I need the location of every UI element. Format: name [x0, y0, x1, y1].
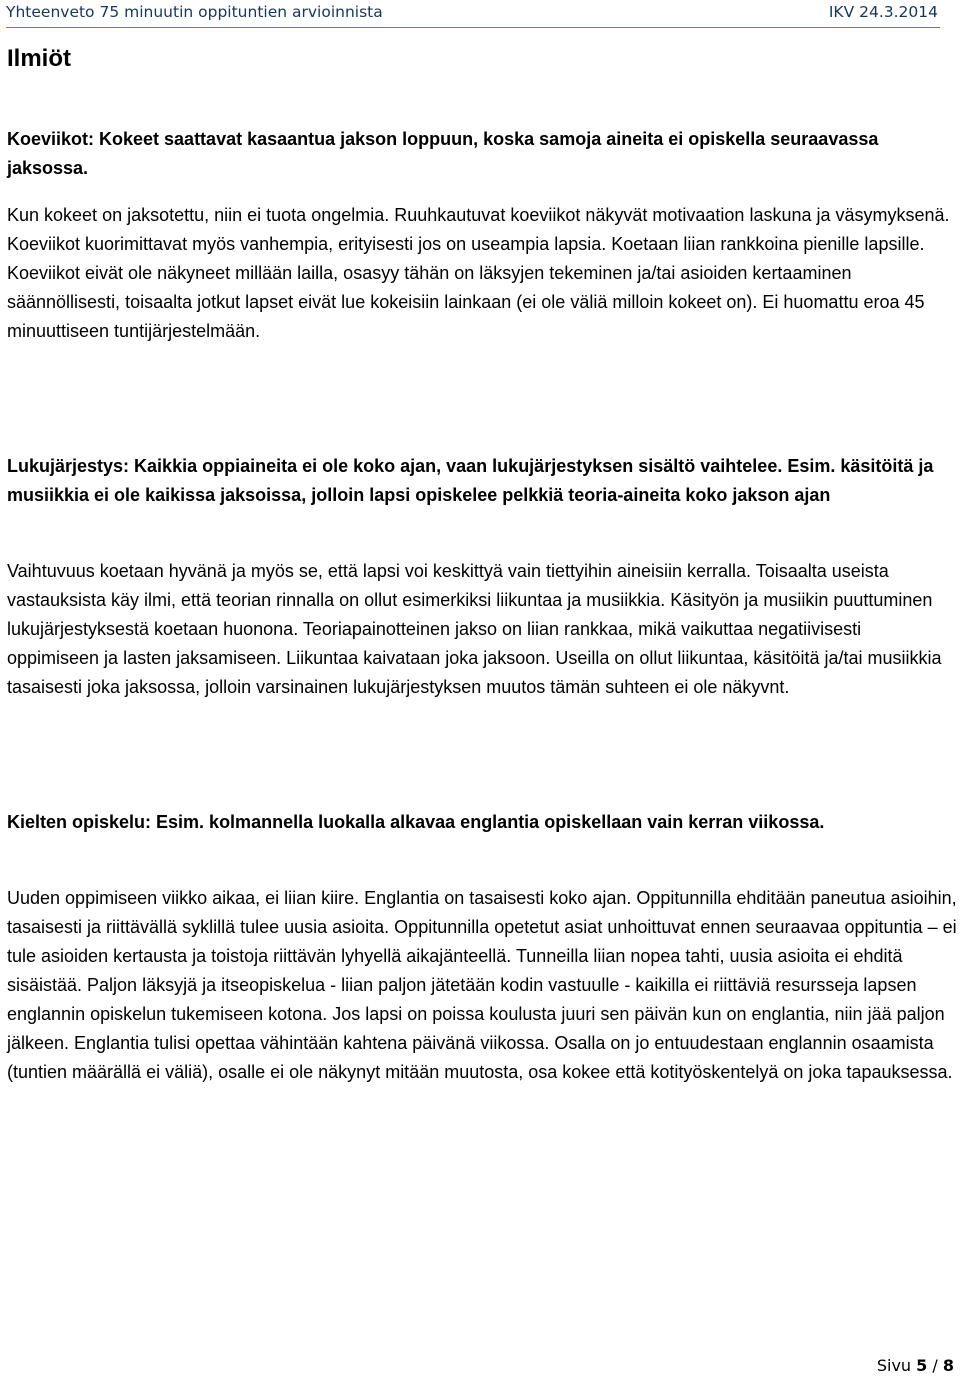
page-number-total: 8: [942, 1356, 954, 1375]
kielten-body: Uuden oppimiseen viikko aikaa, ei liian kiire. Englantia on tasaisesti koko ajan. Oppitunnilla ehditään paneutua asioihin, tasaisesti ja riittävällä syklillä tulee uusia asioita. Oppitunnilla opetetut asiat unhoittuvat ennen seuraavaa oppituntia – ei tule asioiden kertausta ja toistoja riittävän lyhyellä aikajänteellä. Tunneilla liian nopea tahti, uusia asioita ei ehditä sisäistää. Paljon läksyjä ja itseopiskelua - liian paljon jätetään kodin vastuulle - kaikilla ei riittäviä resursseja lapsen englannin opiskelun tukemiseen kotona. Jos lapsi on poissa koulusta juuri sen päivän kun on englantia, niin jää paljon jälkeen. Englantia tulisi opettaa vähintään kahtena päivänä viikossa. Osalla on jo entuudestaan englannin osaamista (tuntien määrällä ei väliä), osalle ei ole näkynyt mitään muutosta, osa kokee että kotityöskentelyä on joka tapauksessa.: [7, 888, 957, 1082]
kielten-heading: Kielten opiskelu: Esim. kolmannella luokalla alkavaa englantia opiskellaan vain kerran viikossa.: [7, 812, 825, 832]
page-number: [877, 1356, 954, 1375]
section-title: Ilmiöt: [7, 45, 71, 72]
page-header: [6, 0, 940, 28]
lukujarjestys-body: Vaihtuvuus koetaan hyvänä ja myös se, että lapsi voi keskittyä vain tiettyihin aineisiin kerralla. Toisaalta useista vastauksista käy ilmi, että teorian rinnalla on ollut esimerkiksi liikuntaa ja musiikkia. Käsityön ja musiikin puuttuminen lukujärjestyksestä koetaan huonona. Teoriapainotteinen jakso on liian rankkaa, mikä vaikuttaa negatiivisesti oppimiseen ja lasten jaksamiseen. Liikuntaa kaivataan joka jaksoon. Useilla on ollut liikuntaa, käsitöitä ja/tai musiikkia tasaisesti joka jaksossa, jolloin varsinainen lukujärjestyksen muutos tämän suhteen ei ole näkyvnt.: [7, 561, 942, 697]
lukujarjestys-heading: Lukujärjestys: Kaikkia oppiaineita ei ole koko ajan, vaan lukujärjestyksen sisältö vaihtelee. Esim. käsitöitä ja musiikkia ei ole kaikissa jaksoissa, jolloin lapsi opiskelee pelkkiä teoria-aineita koko jakson ajan: [7, 456, 934, 505]
document-title: Yhteenveto 75 minuutin oppituntien arvioinnista: [6, 3, 383, 21]
page-number-current: 5: [916, 1356, 928, 1375]
page-number-prefix: Sivu: [876, 1356, 917, 1375]
koeviikot-body: Kun kokeet on jaksotettu, niin ei tuota ongelmia. Ruuhkautuvat koeviikot näkyvät motivaation laskuna ja väsymyksenä. Koeviikot kuorimittavat myös vanhempia, erityisesti jos on useampia lapsia. Koetaan liian rankkoina pienille lapsille. Koeviikot eivät ole näkyneet millään lailla, osasyy tähän on läksyjen tekeminen ja/tai asioiden kertaaminen säännöllisesti, toisaalta jotkut lapset eivät lue kokeisiin lainkaan (ei ole väliä milloin kokeet on). Ei huomattu eroa 45 minuuttiseen tuntijärjestelmään.: [7, 205, 950, 341]
page-number-separator: /: [927, 1356, 943, 1375]
koeviikot-heading: Koeviikot: Kokeet saattavat kasaantua jakson loppuun, koska samoja aineita ei opiskella seuraavassa jaksossa.: [7, 129, 879, 178]
document-date: IKV 24.3.2014: [828, 3, 938, 21]
